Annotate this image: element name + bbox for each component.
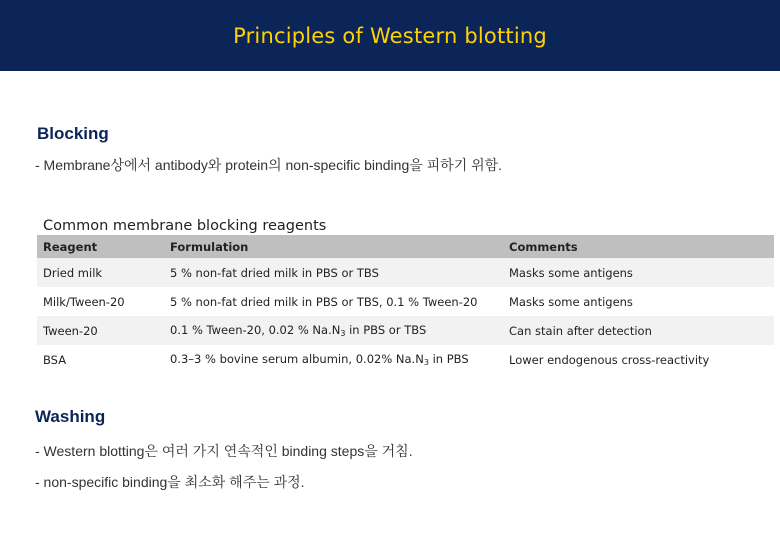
slide-header xyxy=(0,0,780,71)
table-row xyxy=(37,258,774,287)
formulation-text: in PBS xyxy=(428,352,469,366)
formulation-subscript: 3 xyxy=(423,358,429,367)
formulation-subscript: 3 xyxy=(340,329,346,338)
washing-heading: Washing xyxy=(35,407,106,426)
washing-bullet: - non-specific binding을 최소화 해주는 과정. xyxy=(35,474,305,490)
blocking-heading: Blocking xyxy=(37,124,109,143)
cell-comments: Masks some antigens xyxy=(503,258,774,287)
header-formulation: Formulation xyxy=(164,235,503,258)
formulation-text: 0.3–3 % bovine serum albumin, 0.02% Na.N xyxy=(170,352,424,366)
cell-reagent: Tween-20 xyxy=(37,316,164,345)
table-row xyxy=(37,316,774,345)
cell-comments: Masks some antigens xyxy=(509,294,633,309)
cell-formulation: 5 % non-fat dried milk in PBS or TBS, 0.1 % Tween-20 xyxy=(170,294,478,309)
cell-formulation xyxy=(164,345,503,374)
table-caption: Common membrane blocking reagents xyxy=(43,218,327,234)
cell-formulation: 5 % non-fat dried milk in PBS or TBS xyxy=(164,258,503,287)
washing-bullet: - Western blotting은 여러 가지 연속적인 binding steps을 거침. xyxy=(35,443,413,459)
cell-reagent: BSA xyxy=(43,352,67,367)
cell-comments: Lower endogenous cross-reactivity xyxy=(509,352,710,367)
blocking-bullet: - Membrane상에서 antibody와 protein의 non-specific binding을 피하기 위함. xyxy=(35,157,503,173)
formulation-text: in PBS or TBS xyxy=(345,323,427,337)
header-reagent: Reagent xyxy=(37,235,164,258)
cell-reagent: Dried milk xyxy=(37,258,164,287)
table-header-row xyxy=(37,235,774,258)
blocking-reagents-table xyxy=(37,235,774,374)
table-row xyxy=(37,287,774,316)
cell-reagent: Milk/Tween-20 xyxy=(43,294,125,309)
cell-formulation xyxy=(164,316,503,345)
cell-comments: Can stain after detection xyxy=(503,316,774,345)
table-row xyxy=(37,345,774,374)
slide-title: Principles of Western blotting xyxy=(233,23,547,48)
formulation-text: 0.1 % Tween-20, 0.02 % Na.N xyxy=(170,323,341,337)
header-comments: Comments xyxy=(503,235,774,258)
